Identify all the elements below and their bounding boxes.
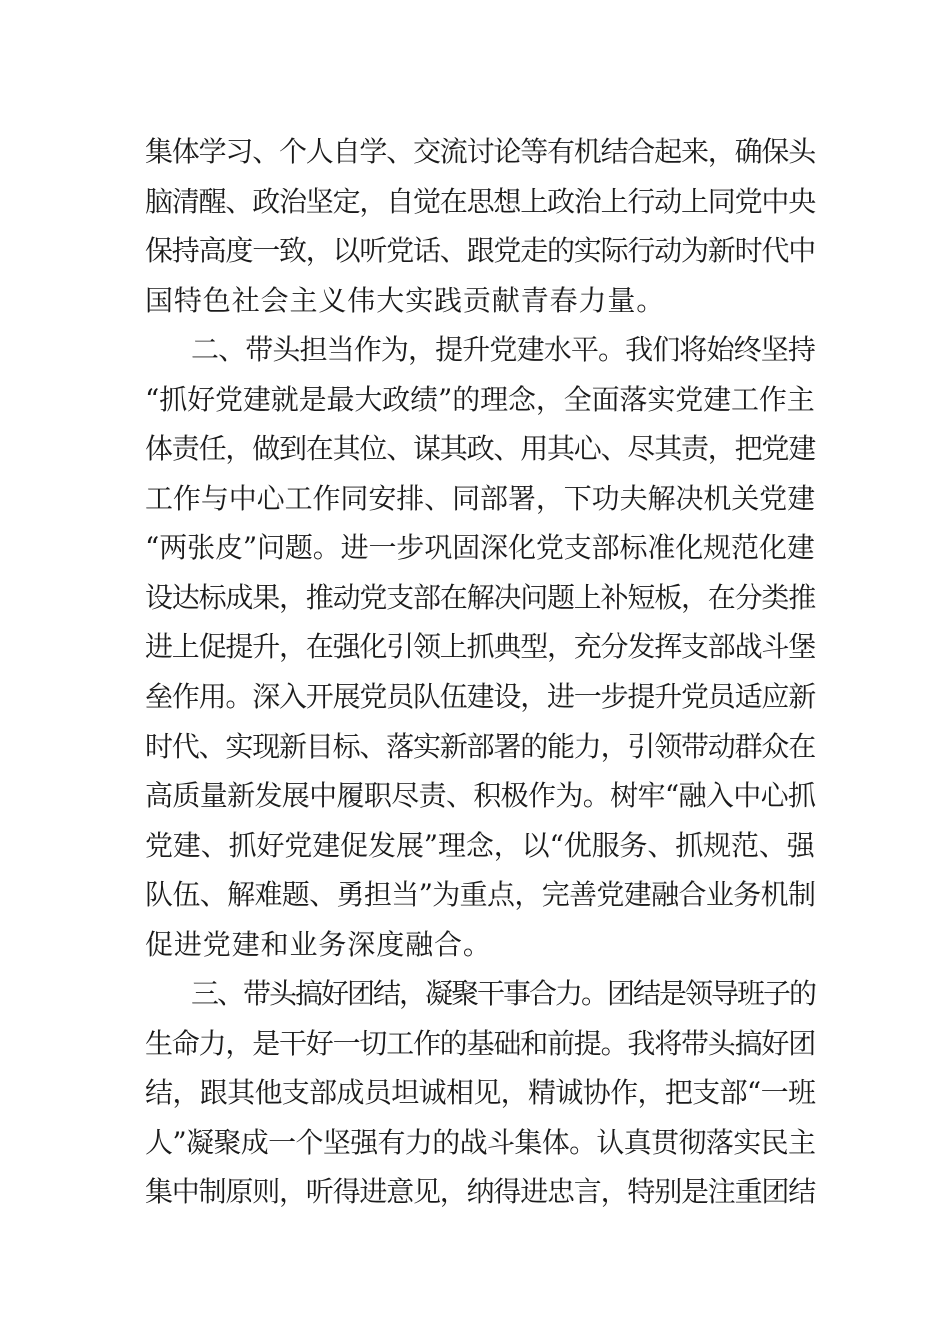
body-text [145,127,815,1217]
text-line: 生命力，是干好一切工作的基础和前提。我将带头搞好团 [145,1026,816,1060]
text-line: 人”凝聚成一个坚强有力的战斗集体。认真贯彻落实民主 [145,1125,816,1159]
text-line: 国特色社会主义伟大实践贡献青春力量。 [145,283,666,317]
text-line: 高质量新发展中履职尽责、积极作为。树牢“融入中心抓 [145,779,816,813]
text-line: 集体学习、个人自学、交流讨论等有机结合起来，确保头 [145,135,816,168]
text-line: 设达标成果，推动党支部在解决问题上补短板，在分类推 [145,580,816,614]
text-line: 党建、抓好党建促发展”理念，以“优服务、抓规范、强 [145,828,815,862]
text-line: “抓好党建就是最大政绩”的理念，全面落实党建工作主 [145,382,815,416]
text-line: 体责任，做到在其位、谋其政、用其心、尽其责，把党建 [145,432,816,466]
text-line: 集中制原则，听得进意见，纳得进忠言，特别是注重团结 [145,1175,816,1209]
text-line: 三、带头搞好团结，凝聚干事合力。团结是领导班子的 [191,977,816,1011]
text-line: 工作与中心工作同安排、同部署，下功夫解决机关党建 [145,481,816,515]
text-line: 时代、实现新目标、落实新部署的能力，引领带动群众在 [145,729,816,763]
text-line: 保持高度一致，以听党话、跟党走的实际行动为新时代中 [145,234,816,268]
text-line: 进上促提升，在强化引领上抓典型，充分发挥支部战斗堡 [145,630,816,664]
text-line: 促进党建和业务深度融合。 [145,927,492,961]
text-line: 结，跟其他支部成员坦诚相见，精诚协作，把支部“一班 [145,1076,816,1110]
text-line: 二、带头担当作为，提升党建水平。我们将始终坚持 [191,333,816,367]
text-line: 垒作用。深入开展党员队伍建设，进一步提升党员适应新 [145,680,816,714]
text-line: 脑清醒、政治坚定，自觉在思想上政治上行动上同党中央 [145,184,816,218]
text-line: 队伍、解难题、勇担当”为重点，完善党建融合业务机制 [145,878,816,912]
text-line: “两张皮”问题。进一步巩固深化党支部标准化规范化建 [145,531,815,565]
